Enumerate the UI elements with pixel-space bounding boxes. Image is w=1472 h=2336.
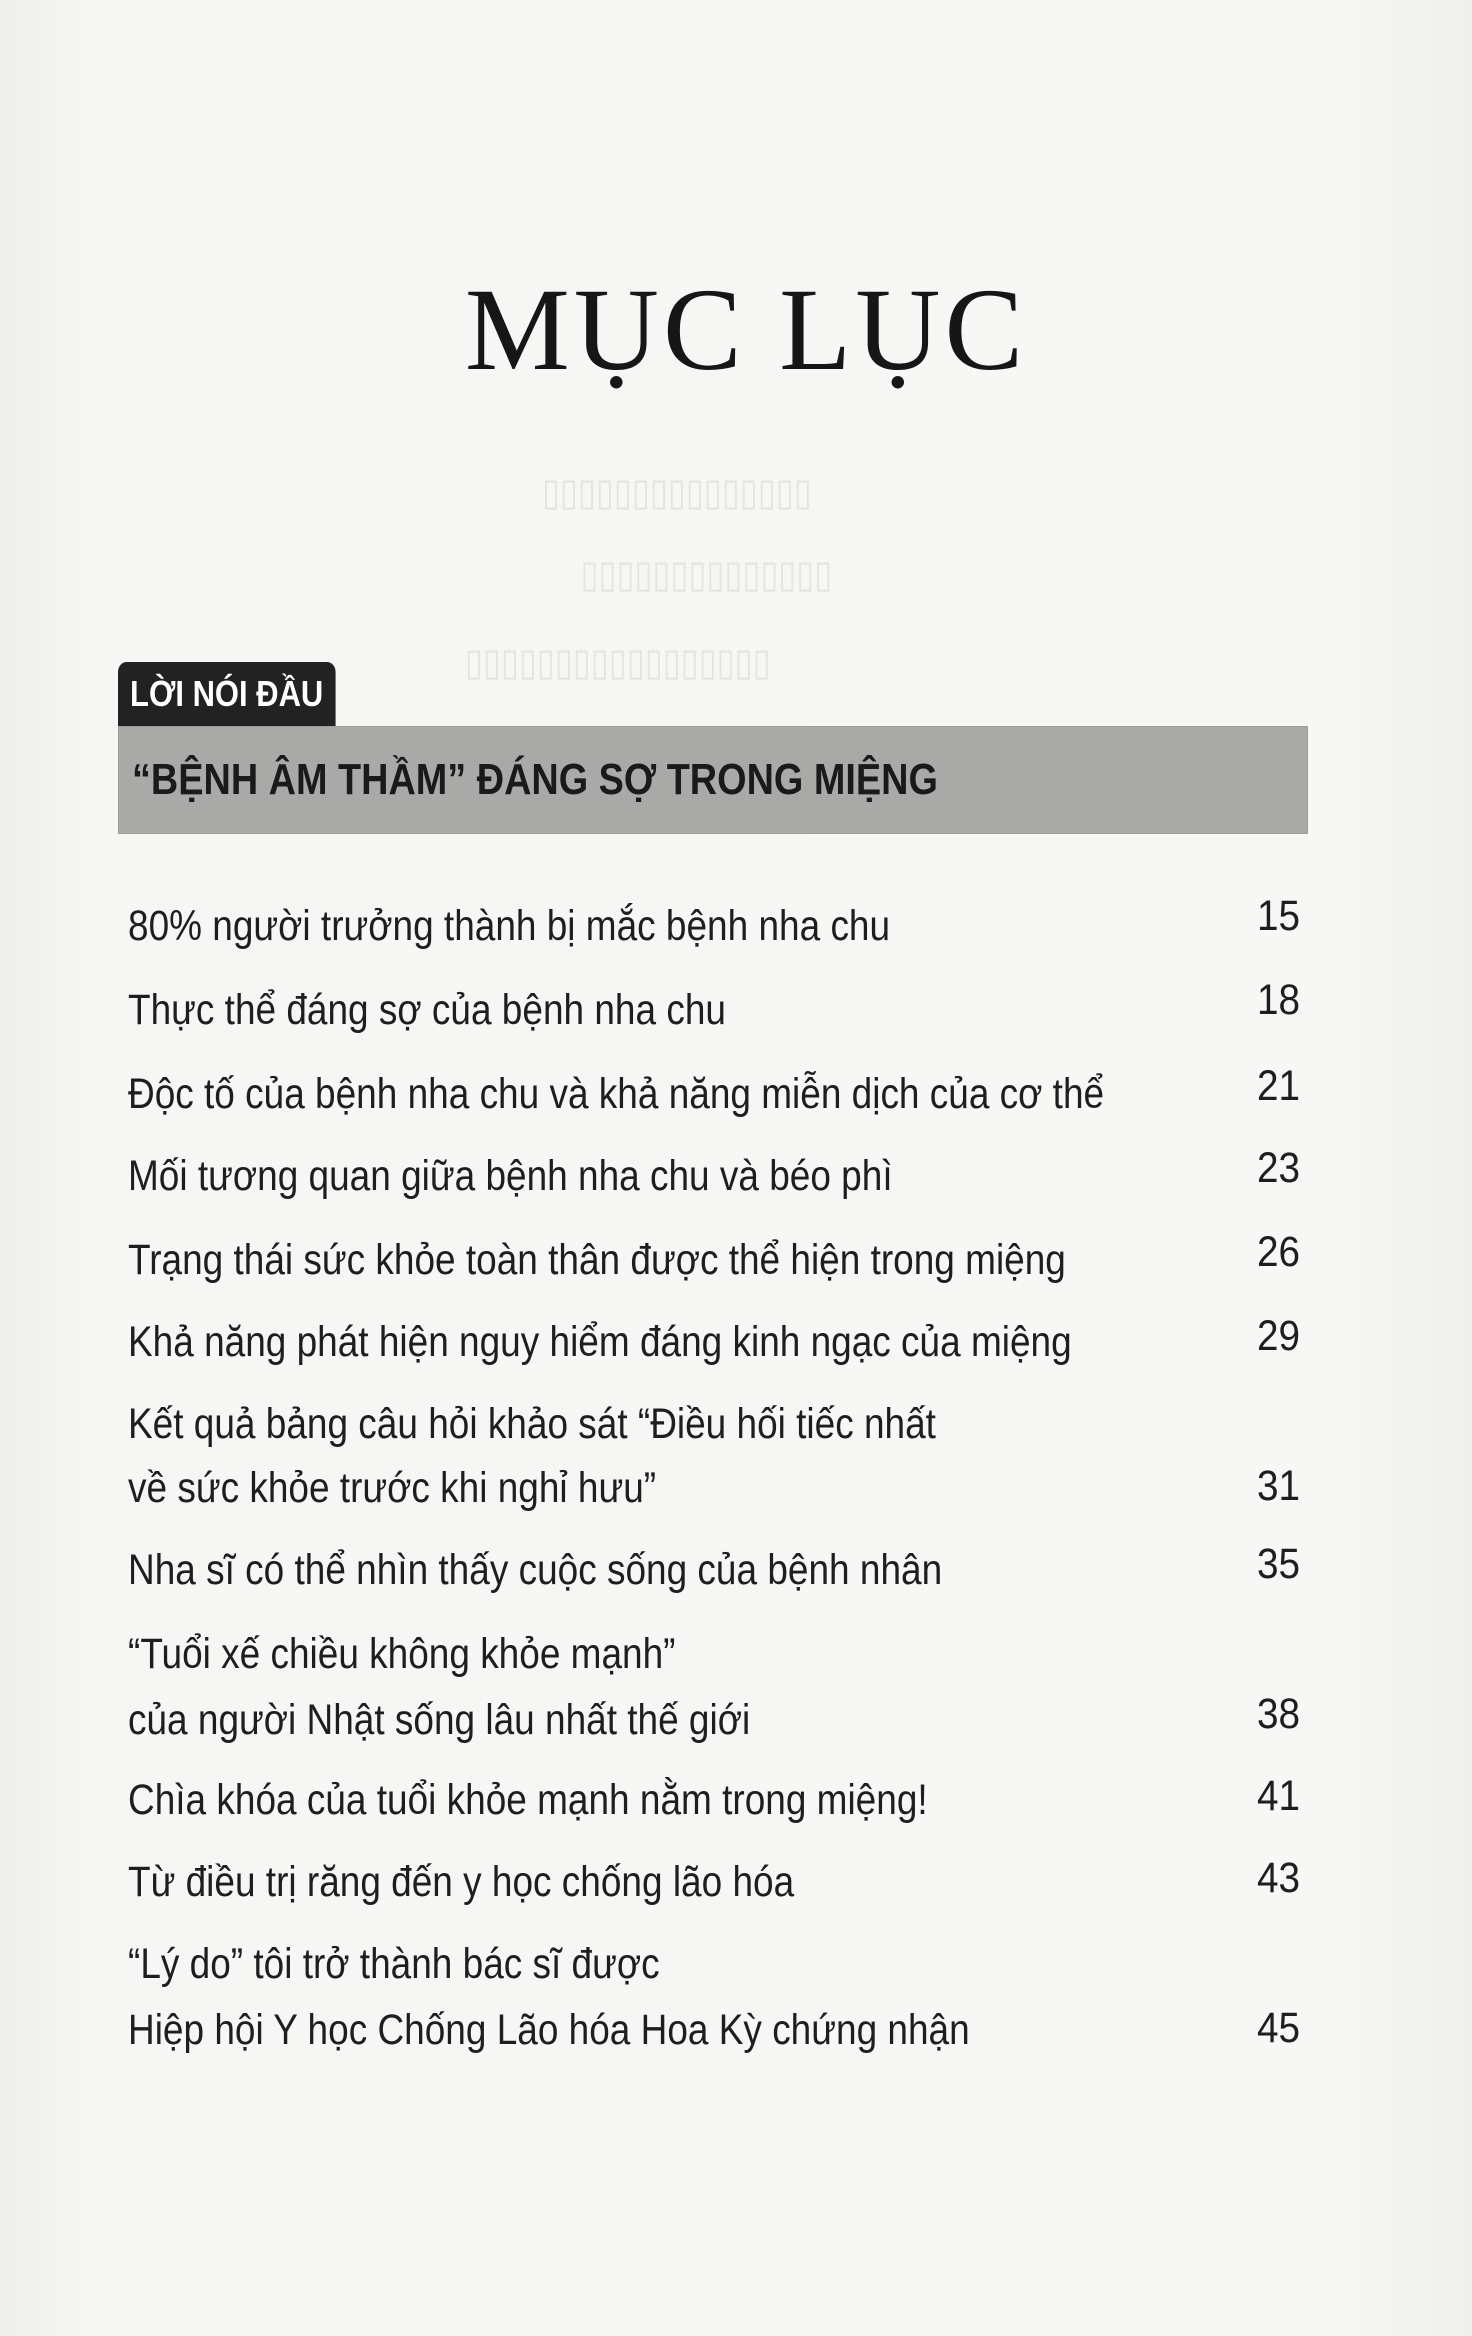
toc-entry[interactable]: [128, 1224, 1300, 1296]
toc-entry-title: Trạng thái sức khỏe toàn thân được thể hiện trong miệng: [128, 1236, 1066, 1284]
toc-entry[interactable]: [128, 1534, 1300, 1606]
toc-entry[interactable]: [128, 1306, 1300, 1378]
toc-entry-title: 80% người trưởng thành bị mắc bệnh nha chu: [128, 902, 891, 950]
toc-entry-page: 29: [1256, 1312, 1300, 1360]
toc-entry-page: 26: [1256, 1228, 1300, 1276]
section-banner: [118, 726, 1308, 834]
toc-entry[interactable]: [128, 1388, 1300, 1532]
toc-entry-title: Khả năng phát hiện nguy hiểm đáng kinh ngạc của miệng: [128, 1318, 1072, 1366]
toc-entry-title: Từ điều trị răng đến y học chống lão hóa: [128, 1858, 795, 1906]
toc-entry-title: Độc tố của bệnh nha chu và khả năng miễn dịch của cơ thể: [128, 1070, 1105, 1118]
toc-entry[interactable]: [128, 1928, 1300, 2072]
toc-entry-page: 31: [1256, 1462, 1300, 1510]
toc-entry-page: 21: [1256, 1062, 1300, 1110]
toc-entry-title-line-1: “Tuổi xế chiều không khỏe mạnh”: [128, 1630, 676, 1678]
toc-entry-page: 38: [1256, 1690, 1300, 1738]
toc-entry-page: 35: [1256, 1540, 1300, 1588]
section-heading: “BỆNH ÂM THẦM” ĐÁNG SỢ TRONG MIỆNG: [132, 755, 938, 804]
toc-entry-page: 18: [1256, 976, 1300, 1024]
bleed-through-text: ▯▯▯▯▯▯▯▯▯▯▯▯▯▯▯▯▯: [464, 642, 771, 684]
toc-entry[interactable]: [128, 1058, 1300, 1130]
toc-entry-page: 45: [1256, 2004, 1300, 2052]
toc-entry-title: Chìa khóa của tuổi khỏe mạnh nằm trong miệng!: [128, 1776, 928, 1824]
toc-entry-page: 23: [1256, 1144, 1300, 1192]
toc-entry-title-line-1: “Lý do” tôi trở thành bác sĩ được: [128, 1940, 660, 1988]
bleed-through-text: ▯▯▯▯▯▯▯▯▯▯▯▯▯▯: [580, 554, 833, 596]
toc-entry[interactable]: [128, 974, 1300, 1046]
toc-entry-title: Nha sĩ có thể nhìn thấy cuộc sống của bệnh nhân: [128, 1546, 943, 1594]
toc-entry[interactable]: [128, 1764, 1300, 1836]
toc-entry-title: Thực thể đáng sợ của bệnh nha chu: [128, 986, 726, 1034]
toc-entry-page: 41: [1256, 1772, 1300, 1820]
toc-entry[interactable]: [128, 1618, 1300, 1762]
toc-entry-page: 15: [1256, 892, 1300, 940]
page-title: MỤC LỤC: [464, 264, 1028, 395]
toc-entry[interactable]: [128, 890, 1300, 962]
toc-entry-page: 43: [1256, 1854, 1300, 1902]
toc-entry[interactable]: [128, 1846, 1300, 1918]
toc-entry[interactable]: [128, 1140, 1300, 1212]
toc-entry-title-line-2: về sức khỏe trước khi nghỉ hưu”: [128, 1464, 657, 1512]
section-tag: LỜI NÓI ĐẦU: [118, 662, 335, 726]
toc-entry-title-line-2: của người Nhật sống lâu nhất thế giới: [128, 1696, 751, 1744]
toc-entry-title: Mối tương quan giữa bệnh nha chu và béo phì: [128, 1152, 893, 1200]
toc-entry-title-line-2: Hiệp hội Y học Chống Lão hóa Hoa Kỳ chứng nhận: [128, 2006, 970, 2054]
toc-entry-title-line-1: Kết quả bảng câu hỏi khảo sát “Điều hối tiếc nhất: [128, 1400, 936, 1448]
bleed-through-text: ▯▯▯▯▯▯▯▯▯▯▯▯▯▯▯: [541, 472, 812, 514]
